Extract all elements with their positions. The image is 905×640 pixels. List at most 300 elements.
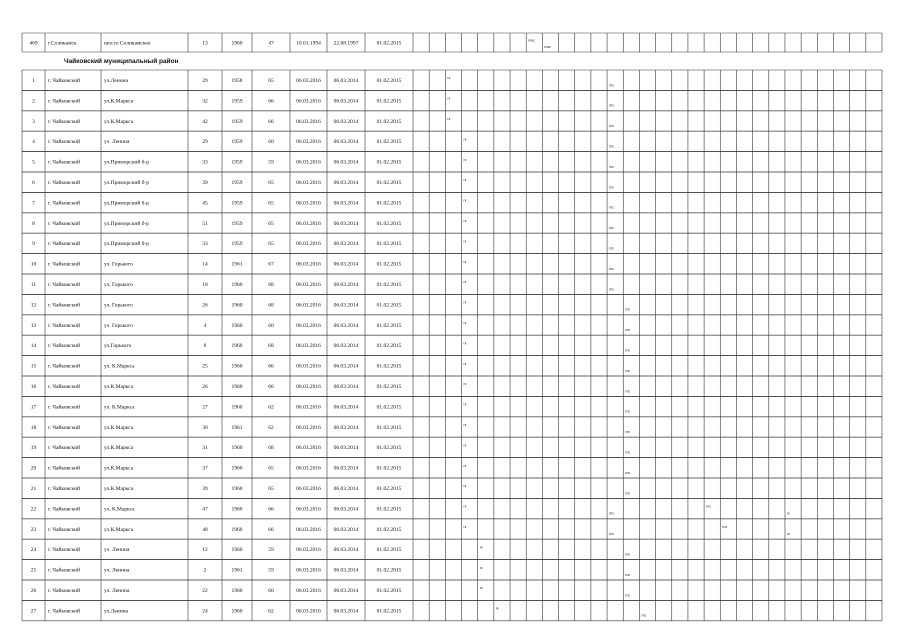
cell-d3: 01.02.2015 [376,261,402,268]
cell-house: 4 [203,322,207,329]
cell-street: ул. К.Маркса [104,404,135,411]
cell-d3: 01.02.2015 [376,445,402,452]
cell-house: 29 [202,78,208,84]
cell-wear: 68 [268,343,274,350]
cell-street: ул. Ленина [104,139,130,146]
cell-d1: 06.03.2016 [296,139,321,146]
cell-city: г. Чайковский [48,547,81,554]
cell-year: 1960 [231,445,243,452]
cell-street: ул.К.Маркса [104,486,134,492]
cell-year: 1961 [231,567,243,574]
cell-city: г. Чайковский [48,180,81,186]
cell-year: 1960 [231,547,243,554]
cell-year: 1960 [231,526,243,533]
cell-street: ул.Приморский б-р [104,200,150,207]
cell-street: ул.Горького [104,343,132,350]
cell-d2: 06.03.2014 [333,78,359,84]
cell-year: 1960 [231,282,243,288]
cell-year: 1960 [231,506,243,513]
cell-city: г. Чайковский [48,608,81,615]
cell-wear: 65 [268,200,274,207]
table-row [31,525,790,536]
cell-year: 1960 [231,486,243,492]
cell-wear: 65 [268,78,274,84]
cell-d3: 01.02.2015 [376,343,402,350]
cell-d2: 06.03.2014 [333,200,359,207]
cell-street: ул.К.Маркса [104,424,134,431]
cell-num: 1 [32,78,35,84]
grid-mark: гпс [641,613,647,618]
cell-house: 8 [203,343,207,350]
grid-mark: гк [463,402,467,407]
cell-num: 11 [30,282,37,288]
cell-d3: 01.02.2015 [376,608,402,615]
cell-wear: 62 [268,608,274,615]
cell-d2: 22.08.1997 [333,40,359,47]
cell-city: г. Чайковский [48,200,81,207]
grid-mark: гк [463,341,467,346]
cell-house: 39 [202,486,208,492]
grid-mark: гпс [722,524,728,529]
cell-d1: 06.03.2016 [296,547,321,554]
cell-year: 1959 [231,180,243,186]
cell-d2: 06.03.2014 [333,404,359,411]
cell-year: 1960 [231,404,243,411]
cell-d3: 01.02.2015 [376,322,402,329]
cell-d1: 06.03.2016 [296,506,321,513]
grid-mark: гк [463,422,467,427]
cell-city: г. Чайковский [48,220,81,227]
grid-mark: гк [463,443,467,448]
cell-wear: 66 [268,384,274,390]
cell-wear: 66 [268,363,274,370]
cell-wear: 60 [268,322,274,329]
cell-house: 30 [202,424,208,431]
grid-mark: гк [463,218,467,223]
cell-d3: 01.02.2015 [376,486,402,492]
table-row [31,403,631,414]
grid-mark: гк [463,484,467,489]
cell-num: 10 [30,261,37,268]
cell-d2: 06.03.2014 [333,384,359,390]
cell-num: 15 [30,363,37,370]
grid-mark: mac [528,38,535,43]
cell-num: 27 [30,608,37,615]
cell-d1: 06.03.2016 [296,220,321,227]
table-row [32,76,614,87]
cell-house: 22 [202,588,208,594]
cell-city: г. Чайковский [48,363,81,370]
cell-city: г. Чайковский [48,322,81,329]
grid-mark: гк [463,361,467,366]
cell-house: 13 [202,40,208,47]
cell-house: 45 [202,200,208,207]
grid-mark: mac [544,45,552,50]
cell-city: г. Чайковский [48,506,81,513]
cell-d3: 01.02.2015 [376,363,402,370]
cell-city: г. Чайковский [48,139,81,146]
cell-d1: 06.03.2016 [296,261,321,268]
cell-d2: 06.03.2014 [333,159,359,166]
cell-city: г. Чайковский [48,159,81,166]
cell-d1: 06.03.2016 [296,445,321,452]
table-row [31,464,631,475]
cell-num: 26 [30,588,37,594]
cell-wear: 68 [268,445,274,452]
cell-d1: 06.03.2016 [296,343,321,350]
table-row [31,321,631,332]
table-row [31,505,790,516]
cell-d3: 01.02.2015 [376,241,402,248]
cell-d1: 06.03.2016 [296,282,321,288]
grid-mark: гпс [625,572,631,577]
cell-d1: 06.03.2016 [296,159,321,166]
cell-d1: 06.03.2016 [296,567,321,574]
grid-mark: гпс [609,532,614,537]
cell-d3: 01.02.2015 [376,404,402,411]
cell-d2: 06.03.2014 [333,261,359,268]
grid-mark: гк [479,565,483,570]
cell-d3: 01.02.2015 [376,118,402,125]
cell-num: 16 [30,384,37,390]
cell-d2: 06.03.2014 [333,363,359,370]
grid-mark: гпс [625,470,631,475]
cell-city: г. Чайковский [48,302,81,309]
cell-d2: 06.03.2014 [333,98,359,105]
cell-city: г. Чайковский [48,343,81,350]
cell-wear: 65 [268,486,274,492]
grid-mark: гпс [625,491,631,496]
table-row [31,280,614,291]
cell-street: ул. Горького [104,302,133,309]
cell-d1: 06.03.2016 [296,98,321,105]
cell-house: 39 [202,180,208,186]
cell-d1: 06.03.2016 [296,384,321,390]
section-title: Чайковский муниципальный район [64,58,179,65]
cell-street: ул. Ленина [104,547,130,554]
grid-mark: гк [786,511,790,516]
cell-d3: 01.02.2015 [376,282,402,288]
cell-d2: 06.03.2014 [333,118,359,125]
grid-mark: гк [463,524,467,529]
grid-mark: гпс [625,348,631,353]
cell-d2: 06.03.2014 [333,526,359,533]
cell-num: 8 [32,220,35,227]
cell-street: ул.К.Маркса [104,445,134,452]
cell-d3: 01.02.2015 [376,220,402,227]
cell-num: 3 [32,118,35,125]
cell-d2: 06.03.2014 [333,567,359,574]
cell-city: г. Чайковский [48,98,81,105]
table-row [31,443,631,454]
cell-house: 25 [202,363,208,370]
cell-house: 48 [202,526,208,533]
cell-house: 37 [202,465,208,472]
grid-mark: гк [479,586,483,591]
cell-d3: 01.02.2015 [376,547,402,554]
cell-wear: 66 [268,526,274,533]
cell-street: ул. Ленина [104,588,130,594]
cell-street: ул.Приморский б-р [104,220,150,227]
cell-city: г. Чайковский [48,526,81,533]
cell-d3: 01.02.2015 [376,567,402,574]
table-row [31,545,631,556]
cell-d2: 06.03.2014 [333,180,359,186]
cell-d1: 06.03.2016 [296,241,321,248]
cell-street: ул.К.Маркса [104,118,134,125]
cell-house: 2 [203,567,207,574]
cell-d2: 06.03.2014 [333,547,359,554]
grid-mark: гк [447,96,451,101]
grid-mark: гпс [609,124,614,129]
grid-mark: гк [463,300,467,305]
cell-num: 9 [32,241,35,248]
cell-d3: 01.02.2015 [376,506,402,513]
cell-d2: 06.03.2014 [333,465,359,472]
cell-num: 25 [30,567,37,574]
cell-house: 24 [202,608,208,615]
grid-mark: гк [463,157,467,162]
cell-city: г. Чайковский [48,486,81,492]
cell-house: 14 [202,261,208,268]
cell-d1: 06.03.2016 [296,322,321,329]
cell-num: 14 [30,343,37,350]
cell-wear: 60 [268,139,274,146]
grid-mark: гк [463,320,467,325]
grid-mark: гк [463,280,467,285]
grid-mark: гк [463,198,467,203]
grid-mark: гпс [609,185,614,190]
cell-wear: 60 [268,588,274,594]
table-row [32,199,614,210]
cell-house: 27 [202,404,208,411]
cell-num: 6 [32,180,35,186]
grid-mark: гпс [609,205,614,210]
cell-city: г.Соликамск [48,40,77,47]
cell-house: 33 [202,159,208,166]
cell-d1: 06.03.2016 [296,608,321,615]
grid-mark: гк [447,116,451,121]
cell-year: 1959 [231,139,243,146]
cell-street: ул.К.Маркса [104,526,134,533]
cell-wear: 59 [268,547,274,554]
cell-wear: 66 [268,98,274,105]
cell-street: ул. К.Маркса [104,506,135,513]
table-row [31,260,614,271]
table-row [31,484,631,495]
cell-num: 19 [30,445,37,452]
grid-mark: гпс [625,368,631,373]
cell-city: г. Чайковский [48,424,81,431]
grid-mark: гк [463,137,467,142]
cell-wear: 47 [268,40,274,47]
cell-city: г. Чайковский [48,384,81,390]
cell-d3: 01.02.2015 [376,40,402,47]
cell-street: ул.Ленина [104,78,129,84]
cell-year: 1961 [231,424,243,431]
table-row [31,607,647,618]
cell-city: г. Чайковский [48,78,81,84]
cell-num: 4 [32,139,35,146]
cell-d3: 01.02.2015 [376,98,402,105]
cell-d2: 06.03.2014 [333,302,359,309]
cell-house: 12 [202,547,208,554]
table-row [32,239,614,250]
cell-year: 1960 [231,363,243,370]
cell-d2: 06.03.2014 [333,445,359,452]
cell-street: ул.Приморский б-р [104,241,150,248]
table-row [32,178,614,189]
cell-d1: 06.03.2016 [296,424,321,431]
cell-street: ул. К.Маркса [104,363,135,370]
grid-mark: гк [463,382,467,387]
cell-d2: 06.03.2014 [333,608,359,615]
cell-wear: 62 [268,404,274,411]
cell-d2: 06.03.2014 [333,322,359,329]
cell-wear: 65 [268,465,274,472]
cell-d3: 01.02.2015 [376,465,402,472]
grid-mark: гпс [625,430,631,435]
cell-wear: 59 [268,567,274,574]
cell-num: 22 [30,506,37,513]
cell-d1: 06.03.2016 [296,200,321,207]
cell-num: 12 [30,302,37,309]
cell-city: г. Чайковский [48,241,81,248]
table-row [31,566,631,577]
cell-year: 1960 [231,322,243,329]
cell-d1: 06.03.2016 [296,588,321,594]
cell-street: ул.К.Маркса [104,465,134,472]
cell-d3: 01.02.2015 [376,139,402,146]
cell-year: 1958 [231,78,243,84]
cell-num: 469 [29,40,38,47]
table-row [31,423,631,434]
cell-wear: 68 [268,302,274,309]
table-row [32,219,614,230]
cell-street: ул.Ленина [104,608,129,615]
cell-street: ул.К.Маркса [104,384,134,390]
grid-mark: гпс [625,307,631,312]
cell-d3: 01.02.2015 [376,384,402,390]
grid-mark: гпс [609,511,614,516]
grid-mark: гк [479,545,483,550]
cell-d1: 06.03.2016 [296,486,321,492]
cell-num: 13 [30,322,37,329]
table-row [32,97,614,108]
table-row [31,362,631,373]
cell-year: 1960 [231,465,243,472]
cell-wear: 65 [268,241,274,248]
cell-year: 1960 [231,608,243,615]
cell-wear: 62 [268,424,274,431]
cell-house: 32 [202,98,208,105]
cell-year: 1961 [231,261,243,268]
table-row [31,301,631,312]
grid-mark: гк [786,532,790,537]
cell-year: 1960 [231,588,243,594]
table-row [32,117,614,128]
cell-year: 1960 [231,384,243,390]
cell-d2: 06.03.2014 [333,424,359,431]
cell-city: г. Чайковский [48,445,81,452]
table-row [31,382,631,393]
cell-d2: 06.03.2014 [333,343,359,350]
cell-year: 1959 [231,98,243,105]
grid-mark: гпс [625,409,631,414]
cell-d3: 01.02.2015 [376,180,402,186]
cell-city: г. Чайковский [48,261,81,268]
cell-d2: 06.03.2014 [333,241,359,248]
cell-year: 1960 [231,343,243,350]
cell-d1: 10.01.1994 [296,40,321,47]
grid-mark: гпс [609,144,614,149]
grid-mark: гк [463,259,467,264]
cell-d1: 06.03.2016 [296,180,321,186]
grid-mark: гпс [625,328,631,333]
grid-mark: гк [463,504,467,509]
cell-wear: 67 [268,261,274,268]
grid-mark: гпс [625,552,631,557]
cell-house: 26 [202,384,208,390]
cell-street: ул. Горького [104,261,133,268]
cell-year: 1959 [231,159,243,166]
cell-city: г. Чайковский [48,567,81,574]
cell-wear: 66 [268,506,274,513]
cell-wear: 59 [268,159,274,166]
cell-city: г. Чайковский [48,404,81,411]
cell-house: 47 [202,506,208,513]
cell-city: г. Чайковский [48,118,81,125]
cell-d3: 01.02.2015 [376,302,402,309]
cell-house: 31 [202,445,208,452]
table-row [32,137,614,148]
table-row [31,341,631,352]
cell-d1: 06.03.2016 [296,118,321,125]
cell-num: 5 [32,159,35,166]
cell-wear: 65 [268,180,274,186]
cell-street: ул. Горького [104,322,133,329]
cell-num: 21 [30,486,37,492]
cell-street: ул.К.Маркса [104,98,134,105]
cell-city: г. Чайковский [48,282,81,288]
grid-mark: гпс [609,164,614,169]
cell-d3: 01.02.2015 [376,78,402,84]
grid-mark: гпс [625,389,631,394]
cell-d3: 01.02.2015 [376,159,402,166]
cell-d1: 06.03.2016 [296,465,321,472]
table-row [29,39,551,50]
cell-num: 18 [30,424,37,431]
cell-num: 7 [32,200,35,207]
grid-mark: гпс [609,266,614,271]
cell-year: 1959 [231,200,243,207]
cell-street: ул.Приморский б-р [104,159,150,166]
cell-house: 33 [202,241,208,248]
grid-mark: гпс [609,83,614,88]
grid-mark: гпс [609,103,614,108]
cell-year: 1959 [231,118,243,125]
cell-house: 51 [202,220,208,227]
cell-num: 2 [32,98,35,105]
cell-street: ул.Приморский б-р [104,180,150,186]
table-row [32,158,614,169]
cell-house: 18 [202,282,208,288]
cell-house: 26 [202,302,208,309]
cell-d3: 01.02.2015 [376,200,402,207]
cell-year: 1960 [231,40,243,47]
cell-d2: 06.03.2014 [333,588,359,594]
grid-mark: гпс [706,504,712,509]
